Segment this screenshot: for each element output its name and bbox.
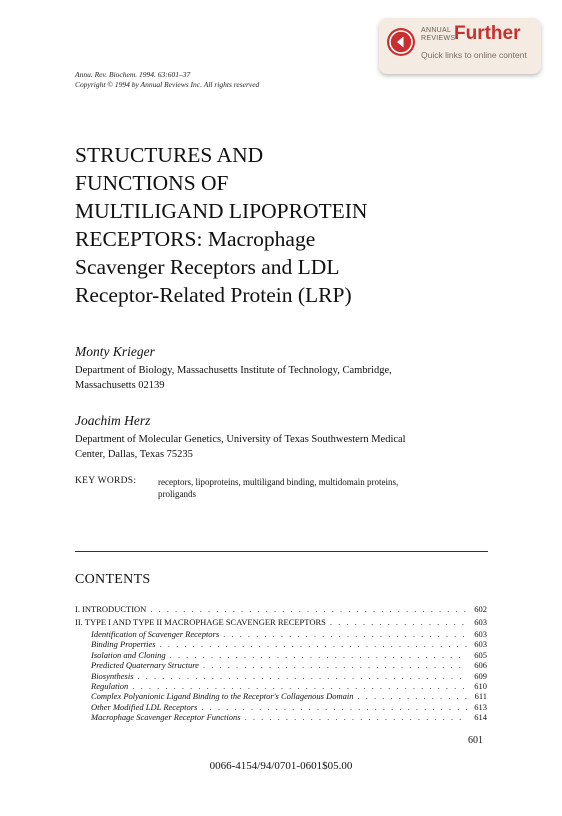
toc-entry-label: Isolation and Cloning [91, 649, 166, 660]
affiliation-line: Department of Molecular Genetics, University of Texas Southwestern Medical [75, 434, 406, 445]
play-back-icon [387, 28, 415, 56]
title-line: FUNCTIONS OF [75, 171, 229, 195]
article-title [75, 141, 495, 309]
toc-entry-label: II. TYPE I AND TYPE II MACROPHAGE SCAVENGER RECEPTORS [75, 617, 326, 627]
affiliation-line: Center, Dallas, Texas 75235 [75, 449, 193, 460]
title-line: Scavenger Receptors and LDL [75, 255, 340, 279]
toc-leader-dots [330, 616, 467, 629]
toc-leader-dots [138, 671, 468, 681]
citation-journal: Annu. Rev. Biochem. 1994. 63:601–37 [75, 70, 191, 79]
toc-subentry[interactable] [75, 639, 487, 649]
toc-entry[interactable] [75, 616, 487, 629]
toc-leader-dots [203, 660, 467, 670]
affiliation-line: Massachusetts 02139 [75, 380, 165, 391]
toc-entry-page: 603 [474, 629, 487, 639]
toc-entry-page: 610 [474, 680, 487, 691]
badge-publisher [421, 27, 455, 43]
toc-entry-page: 609 [474, 670, 487, 681]
toc-entry-label: I. INTRODUCTION [75, 604, 147, 614]
price-code: 0066-4154/94/0701-0601$05.00 [209, 760, 353, 772]
toc-entry-page: 614 [474, 712, 487, 723]
keywords-label: KEY WORDS: [75, 476, 137, 486]
author-name: Monty Krieger [75, 344, 155, 359]
toc-subentry[interactable] [75, 650, 487, 660]
author-affiliation [75, 363, 495, 393]
section-divider [75, 551, 488, 552]
title-line: Receptor-Related Protein (LRP) [75, 283, 352, 307]
toc-entry-label: Complex Polyanionic Ligand Binding to the Receptor's Collagenous Domain [91, 691, 354, 702]
toc-subentry[interactable] [75, 629, 487, 639]
toc-entry-label: Identification of Scavenger Receptors [91, 629, 220, 639]
toc-subentry[interactable] [75, 702, 487, 712]
keywords-line: proligands [158, 489, 196, 499]
toc-subentry[interactable] [75, 671, 487, 681]
page-number: 601 [468, 735, 483, 746]
toc-subentry[interactable] [75, 712, 487, 722]
keywords-line: receptors, lipoproteins, multiligand binding, multidomain proteins, [158, 477, 399, 487]
toc-leader-dots [150, 603, 467, 616]
toc-entry-page: 603 [474, 639, 487, 650]
contents-heading: CONTENTS [75, 572, 151, 587]
author-name: Joachim Herz [75, 413, 151, 428]
toc-entry-page: 613 [474, 701, 487, 712]
toc-leader-dots [170, 650, 467, 660]
toc-leader-dots [245, 712, 467, 722]
toc-entry-page: 611 [474, 691, 487, 702]
toc-entry-label: Binding Properties [91, 639, 156, 650]
toc-entry-label: Biosynthesis [91, 670, 134, 681]
toc-entry-label: Regulation [91, 680, 129, 691]
toc-entry-label: Predicted Quaternary Structure [91, 660, 199, 671]
toc-entry-page: 603 [474, 617, 487, 627]
toc-leader-dots [201, 702, 467, 712]
toc-subentry[interactable] [75, 691, 487, 701]
toc-entry[interactable] [75, 603, 487, 616]
toc-leader-dots [160, 639, 467, 649]
badge-tagline: Quick links to online content [421, 50, 527, 60]
toc-entry-label: Other Modified LDL Receptors [91, 701, 198, 712]
author-affiliation [75, 432, 495, 462]
toc-entry-page: 605 [474, 649, 487, 660]
annual-reviews-further-badge[interactable] [379, 18, 541, 74]
toc-leader-dots [357, 691, 467, 701]
toc-leader-dots [132, 681, 467, 691]
affiliation-line: Department of Biology, Massachusetts Institute of Technology, Cambridge, [75, 365, 392, 376]
toc-entry-page: 602 [474, 604, 487, 614]
badge-line-annual: ANNUAL [421, 27, 452, 34]
keywords-text [158, 476, 478, 500]
toc-entry-label: Macrophage Scavenger Receptor Functions [91, 712, 241, 723]
toc-leader-dots [223, 629, 467, 639]
badge-brand: Further [454, 23, 521, 44]
toc-entry-page: 606 [474, 660, 487, 671]
toc-subentry[interactable] [75, 660, 487, 670]
toc-subentry[interactable] [75, 681, 487, 691]
title-line: RECEPTORS: Macrophage [75, 227, 316, 251]
title-line: MULTILIGAND LIPOPROTEIN [75, 199, 368, 223]
table-of-contents [75, 603, 487, 723]
citation-copyright: Copyright © 1994 by Annual Reviews Inc. All rights reserved [75, 80, 260, 89]
title-line: STRUCTURES AND [75, 143, 264, 167]
badge-line-reviews: REVIEWS [421, 35, 456, 42]
